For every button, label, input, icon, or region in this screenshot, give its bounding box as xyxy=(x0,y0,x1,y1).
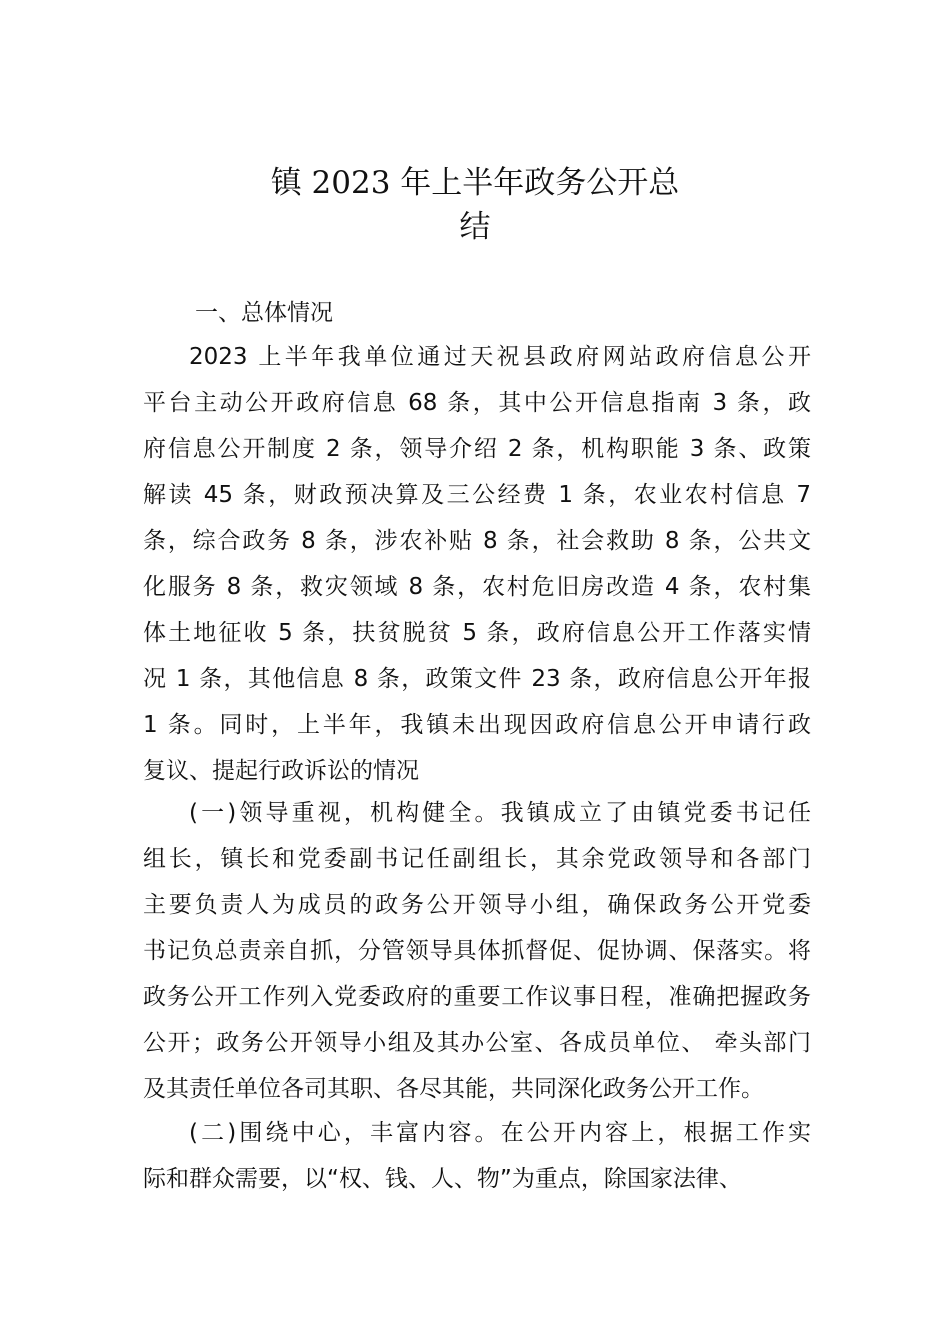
document-title-line-1: 镇 2023 年上半年政务公开总 xyxy=(270,165,680,201)
paragraph-line: 政务公开工作列入党委政府的重要工作议事日程，准确把握政务 xyxy=(143,984,811,1010)
paragraph-line: 府信息公开制度 2 条，领导介绍 2 条，机构职能 3 条、政策 xyxy=(143,436,811,462)
paragraph-line: 复议、提起行政诉讼的情况 xyxy=(143,758,419,784)
section-heading: 一、总体情况 xyxy=(195,300,333,326)
paragraph-leadership xyxy=(143,790,811,1112)
paragraph-line: 公开；政务公开领导小组及其办公室、各成员单位、 牵头部门 xyxy=(143,1030,811,1056)
paragraph-line: 化服务 8 条，救灾领域 8 条，农村危旧房改造 4 条，农村集 xyxy=(143,574,811,600)
paragraph-line: 况 1 条，其他信息 8 条，政策文件 23 条，政府信息公开年报 xyxy=(143,666,811,692)
paragraph-line: 组长，镇长和党委副书记任副组长，其余党政领导和各部门 xyxy=(143,846,811,872)
paragraph-line: 主要负责人为成员的政务公开领导小组，确保政务公开党委 xyxy=(143,892,811,918)
document-title-line-2: 结 xyxy=(459,209,491,245)
paragraph-line: (二)围绕中心，丰富内容。在公开内容上，根据工作实 xyxy=(189,1120,811,1146)
paragraph-overview xyxy=(143,334,811,794)
paragraph-line: 条，综合政务 8 条，涉农补贴 8 条，社会救助 8 条，公共文 xyxy=(143,528,811,554)
paragraph-line: 体土地征收 5 条，扶贫脱贫 5 条，政府信息公开工作落实情 xyxy=(143,620,811,646)
paragraph-line: (一)领导重视，机构健全。我镇成立了由镇党委书记任 xyxy=(189,800,811,826)
paragraph-line: 平台主动公开政府信息 68 条，其中公开信息指南 3 条，政 xyxy=(143,390,811,416)
paragraph-line: 书记负总责亲自抓，分管领导具体抓督促、促协调、保落实。将 xyxy=(143,938,811,964)
paragraph-line: 2023 上半年我单位通过天祝县政府网站政府信息公开 xyxy=(189,344,811,370)
paragraph-line: 解读 45 条，财政预决算及三公经费 1 条，农业农村信息 7 xyxy=(143,482,811,508)
paragraph-line: 及其责任单位各司其职、各尽其能，共同深化政务公开工作。 xyxy=(143,1076,764,1102)
paragraph-line: 1 条。同时，上半年，我镇未出现因政府信息公开申请行政 xyxy=(143,712,811,738)
paragraph-line: 际和群众需要，以“权、钱、人、物”为重点，除国家法律、 xyxy=(143,1166,742,1192)
paragraph-content xyxy=(143,1110,811,1202)
